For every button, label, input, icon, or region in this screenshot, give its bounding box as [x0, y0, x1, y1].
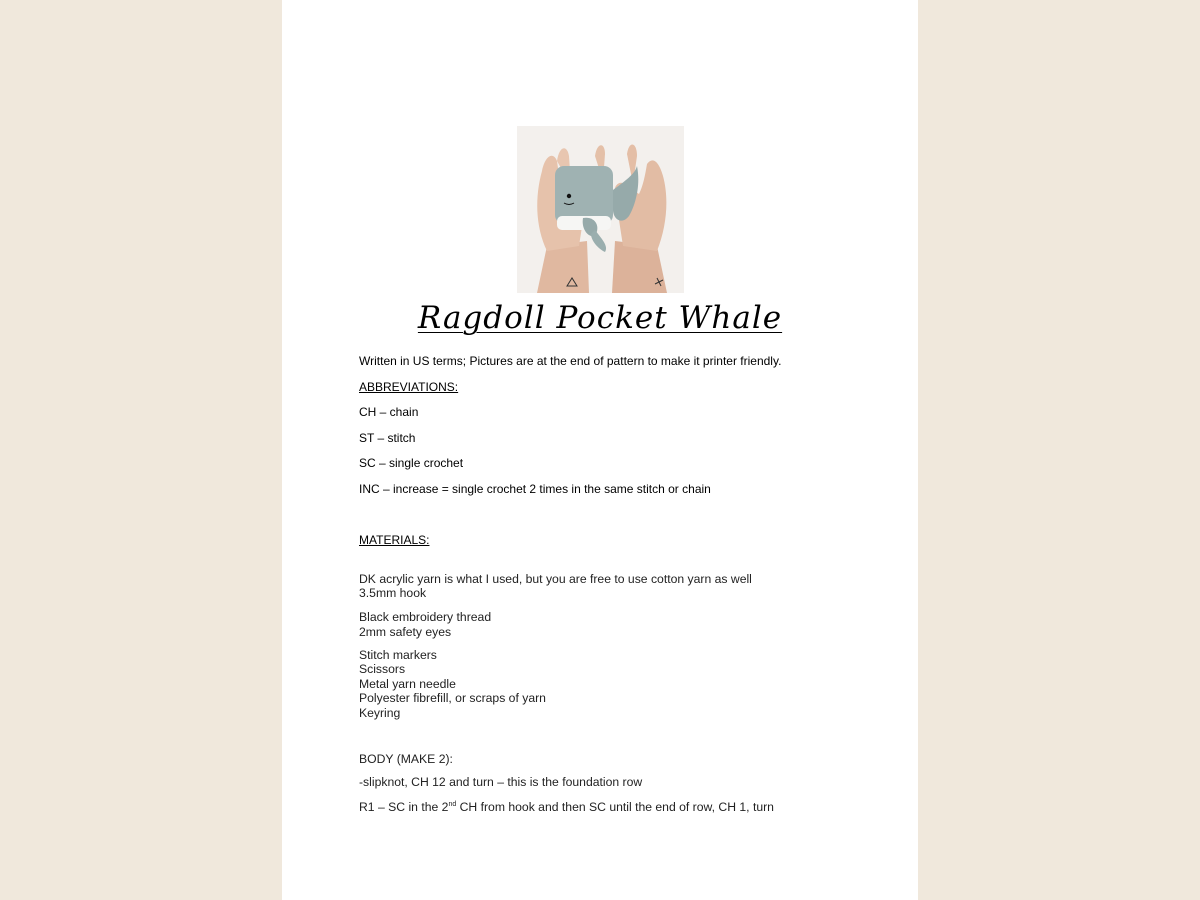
material-item: Keyring: [359, 706, 401, 720]
abbreviation-item: ST – stitch: [359, 431, 416, 445]
body-step-suffix: CH from hook and then SC until the end of row, CH 1, turn: [456, 800, 774, 814]
abbreviation-item: SC – single crochet: [359, 456, 464, 470]
material-item: Polyester fibrefill, or scraps of yarn: [359, 691, 546, 705]
abbreviations-heading: ABBREVIATIONS:: [359, 380, 459, 394]
material-item: 3.5mm hook: [359, 586, 427, 600]
material-item: DK acrylic yarn is what I used, but you are free to use cotton yarn as well: [359, 572, 752, 586]
ordinal-superscript: nd: [448, 801, 457, 808]
material-item: Black embroidery thread: [359, 610, 492, 624]
pattern-title: Ragdoll Pocket Whale: [417, 300, 783, 336]
material-item: Scissors: [359, 662, 406, 676]
body-heading: BODY (MAKE 2):: [359, 752, 453, 766]
document-page: [282, 0, 918, 900]
body-step-prefix: R1 – SC in the 2: [359, 800, 449, 814]
body-step: -slipknot, CH 12 and turn – this is the foundation row: [359, 775, 643, 789]
body-step: [359, 798, 774, 815]
material-item: 2mm safety eyes: [359, 625, 452, 639]
whale-photo: [517, 126, 684, 293]
material-item: Metal yarn needle: [359, 677, 456, 691]
abbreviation-item: INC – increase = single crochet 2 times in the same stitch or chain: [359, 482, 711, 496]
materials-heading: MATERIALS:: [359, 533, 430, 547]
abbreviation-item: CH – chain: [359, 405, 419, 419]
intro-text: Written in US terms; Pictures are at the end of pattern to make it printer friendly.: [359, 354, 782, 368]
material-item: Stitch markers: [359, 648, 437, 662]
